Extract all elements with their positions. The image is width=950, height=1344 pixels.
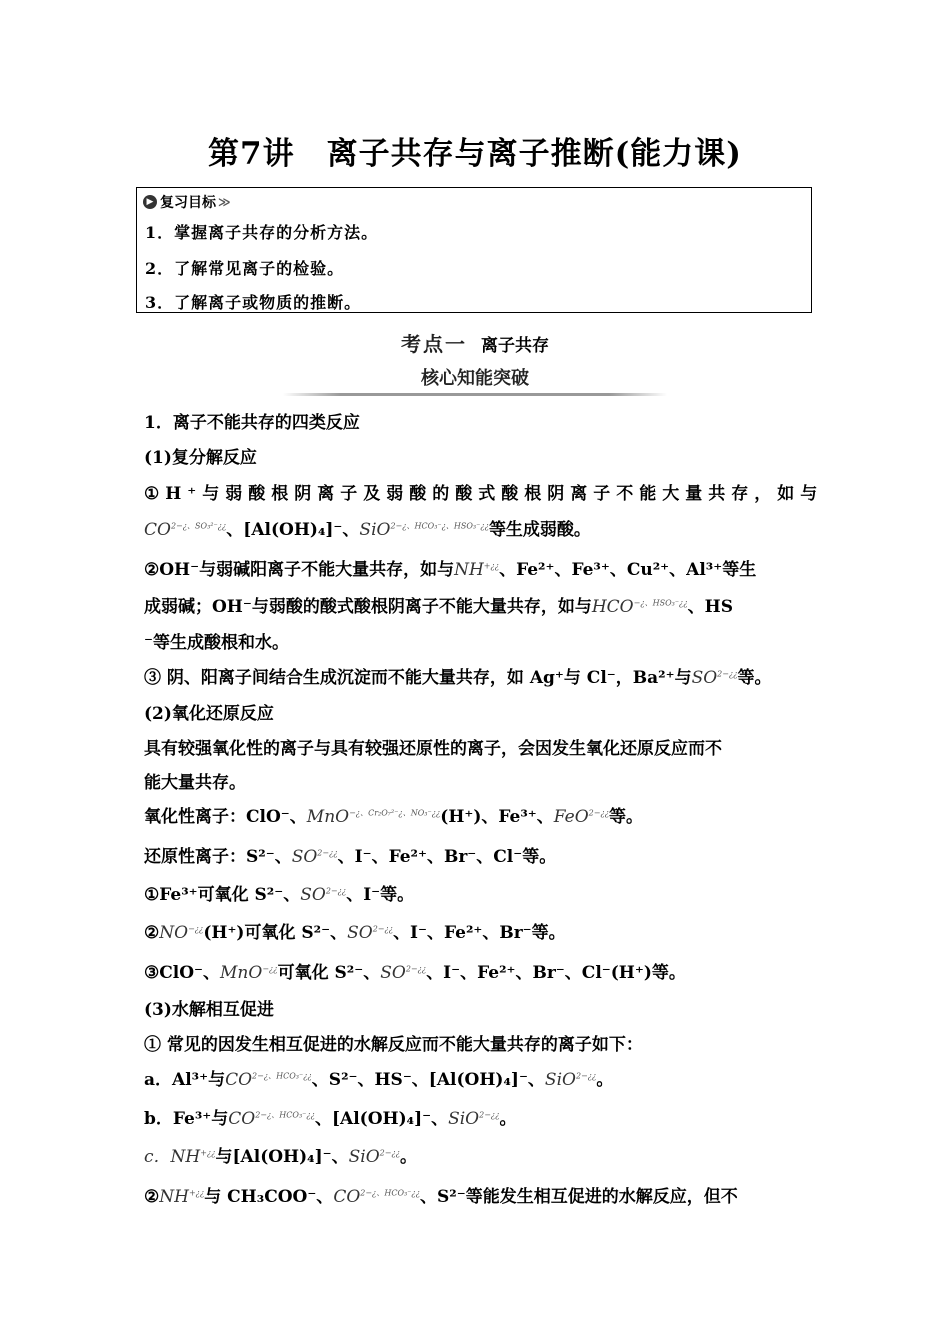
paragraph: 具有较强氧化性的离子与具有较强还原性的离子，会因发生氧化还原反应而不	[144, 739, 722, 759]
text-run: 与[Al(OH)₄]⁻、	[215, 1147, 349, 1167]
text-run: 还原性离子：S²⁻、	[144, 847, 292, 867]
ion-formula: NH	[170, 1147, 201, 1167]
ion-formula: FeO	[553, 807, 589, 827]
text-run: (H⁺)可氧化 S²⁻、	[203, 923, 348, 943]
play-icon: ▶	[143, 195, 157, 209]
text-run: (H⁺)、Fe³⁺、	[440, 807, 554, 827]
double-chevron-icon: ≫	[218, 195, 231, 209]
text-run: c．	[144, 1147, 171, 1167]
ion-charge: 2−¿¿	[372, 924, 394, 934]
text-run: ③ClO⁻、	[144, 963, 221, 983]
section-name: 离子共存	[481, 336, 549, 356]
text-run: 、S²⁻等能发生相互促进的水解反应，但不	[420, 1187, 738, 1207]
subsection-heading: 核心知能突破	[421, 368, 529, 389]
text-run: b．Fe³⁺与	[144, 1109, 229, 1129]
text-run: 、I⁻、Fe²⁺、Br⁻等。	[393, 923, 566, 943]
ion-formula: MnO	[220, 963, 263, 983]
ion-charge: −¿¿	[188, 924, 204, 934]
text-run: a．Al³⁺与	[144, 1070, 226, 1090]
paragraph	[144, 663, 772, 688]
heading-divider	[283, 393, 667, 396]
text-run: ②	[144, 1187, 160, 1207]
text-run: 。	[596, 1070, 614, 1090]
text-run: 。	[400, 1147, 418, 1167]
text-run: 、I⁻等。	[346, 885, 415, 905]
ion-formula: MnO	[306, 807, 350, 827]
text-run: 与 CH₃COO⁻、	[204, 1187, 334, 1207]
text-run: 等。	[737, 668, 772, 688]
goal-item: 1．掌握离子共存的分析方法。	[145, 223, 379, 242]
ion-charge: 2−¿¿	[479, 1110, 500, 1120]
ion-formula: SO	[347, 923, 373, 943]
ion-charge: 2−¿、HCO₃⁻¿¿	[252, 1071, 312, 1081]
paragraph	[144, 958, 686, 983]
ion-charge: −¿、HSO₃⁻¿¿	[633, 598, 688, 608]
goal-item: 2．了解常见离子的检验。	[145, 259, 345, 278]
paragraph: (3)水解相互促进	[144, 1000, 274, 1020]
paragraph	[144, 515, 591, 540]
text-run: 、[Al(OH)₄]⁻、	[314, 1109, 449, 1129]
ion-charge: 2−¿¿	[405, 964, 427, 974]
text-run: 、S²⁻、HS⁻、[Al(OH)₄]⁻、	[311, 1070, 545, 1090]
paragraph	[144, 592, 733, 617]
text-run: 、Fe²⁺、Fe³⁺、Cu²⁺、Al³⁺等生	[499, 560, 757, 580]
ion-formula: HCO	[591, 597, 634, 617]
ion-charge: 2−¿、HCO₃⁻¿¿	[360, 1188, 421, 1198]
ion-formula: CO	[228, 1109, 256, 1129]
ion-charge: 2−¿¿	[588, 808, 610, 818]
ion-charge: 2−¿¿	[575, 1071, 597, 1081]
ion-formula: SO	[691, 668, 718, 688]
text-run: 可氧化 S²⁻、	[277, 963, 381, 983]
ion-charge: −¿、Cr₂O₇²⁻¿、NO₃⁻¿¿	[349, 808, 441, 818]
section-heading	[0, 328, 950, 357]
ion-formula: NH	[159, 1187, 189, 1207]
ion-charge: −¿¿	[262, 964, 278, 974]
text-run: ①Fe³⁺可氧化 S²⁻、	[144, 885, 301, 905]
paragraph: ①H⁺与弱酸根阴离子及弱酸的酸式酸根阴离子不能大量共存，如与	[144, 484, 824, 504]
ion-formula: CO	[333, 1187, 361, 1207]
paragraph	[144, 1142, 417, 1167]
text-run: 、I⁻、Fe²⁺、Br⁻、Cl⁻等。	[337, 847, 557, 867]
text-run: 、HS	[687, 597, 733, 617]
ion-formula: SiO	[448, 1109, 480, 1129]
ion-charge: 2−¿¿	[379, 1148, 401, 1158]
text-run: ③ 阴、阳离子间结合生成沉淀而不能大量共存，如 Ag⁺与 Cl⁻，Ba²⁺与	[144, 668, 692, 688]
ion-formula: CO	[144, 520, 171, 540]
ion-formula: SiO	[348, 1147, 380, 1167]
ion-formula: SO	[300, 885, 326, 905]
section-label: 考点一	[401, 332, 467, 356]
paragraph	[144, 842, 556, 867]
paragraph	[144, 1104, 517, 1129]
text-run: 等。	[609, 807, 644, 827]
ion-charge: +¿¿	[483, 561, 500, 571]
ion-charge: +¿¿	[200, 1148, 216, 1158]
goals-header-label: 复习目标	[160, 195, 216, 211]
paragraph	[144, 1182, 738, 1207]
ion-charge: 2−¿¿	[325, 886, 347, 896]
paragraph	[144, 555, 756, 580]
ion-formula: SO	[380, 963, 406, 983]
ion-formula: NO	[159, 923, 189, 943]
ion-formula: NH	[454, 560, 484, 580]
paragraph: ① 常见的因发生相互促进的水解反应而不能大量共存的离子如下：	[144, 1035, 643, 1055]
paragraph: 能大量共存。	[144, 773, 246, 793]
text-run: 等生成弱酸。	[488, 520, 591, 540]
text-run: 氧化性离子：ClO⁻、	[144, 807, 307, 827]
paragraph: (2)氧化还原反应	[144, 704, 274, 724]
text-run: 、[Al(OH)₄]⁻、	[226, 520, 360, 540]
ion-charge: 2−¿¿	[717, 669, 738, 679]
ion-formula: SO	[291, 847, 318, 867]
paragraph: (1)复分解反应	[144, 448, 257, 468]
text-run: 。	[499, 1109, 517, 1129]
ion-charge: +¿¿	[188, 1188, 205, 1198]
ion-charge: 2−¿、HCO₃⁻¿、HSO₃⁻¿¿	[390, 521, 489, 531]
paragraph: ⁻等生成酸根和水。	[144, 633, 289, 653]
ion-charge: 2−¿、SO₃²⁻¿¿	[170, 521, 227, 531]
ion-charge: 2−¿、HCO₃⁻¿¿	[255, 1110, 315, 1120]
paragraph	[144, 880, 414, 905]
text-run: 成弱碱；OH⁻与弱酸的酸式酸根阴离子不能大量共存，如与	[144, 597, 592, 617]
text-run: ②	[144, 923, 160, 943]
paragraph: 1．离子不能共存的四类反应	[144, 413, 360, 433]
paragraph	[144, 1065, 613, 1090]
ion-formula: SiO	[544, 1070, 576, 1090]
paragraph	[144, 802, 643, 827]
page-title: 第7讲 离子共存与离子推断(能力课)	[208, 136, 742, 172]
review-goals-box	[136, 187, 812, 313]
ion-formula: SiO	[359, 520, 391, 540]
ion-charge: 2−¿¿	[317, 848, 338, 858]
text-run: ②OH⁻与弱碱阳离子不能大量共存，如与	[144, 560, 455, 580]
goal-item: 3．了解离子或物质的推断。	[145, 293, 362, 312]
goals-header	[143, 192, 231, 212]
ion-formula: CO	[225, 1070, 253, 1090]
paragraph	[144, 918, 566, 943]
text-run: 、I⁻、Fe²⁺、Br⁻、Cl⁻(H⁺)等。	[426, 963, 686, 983]
